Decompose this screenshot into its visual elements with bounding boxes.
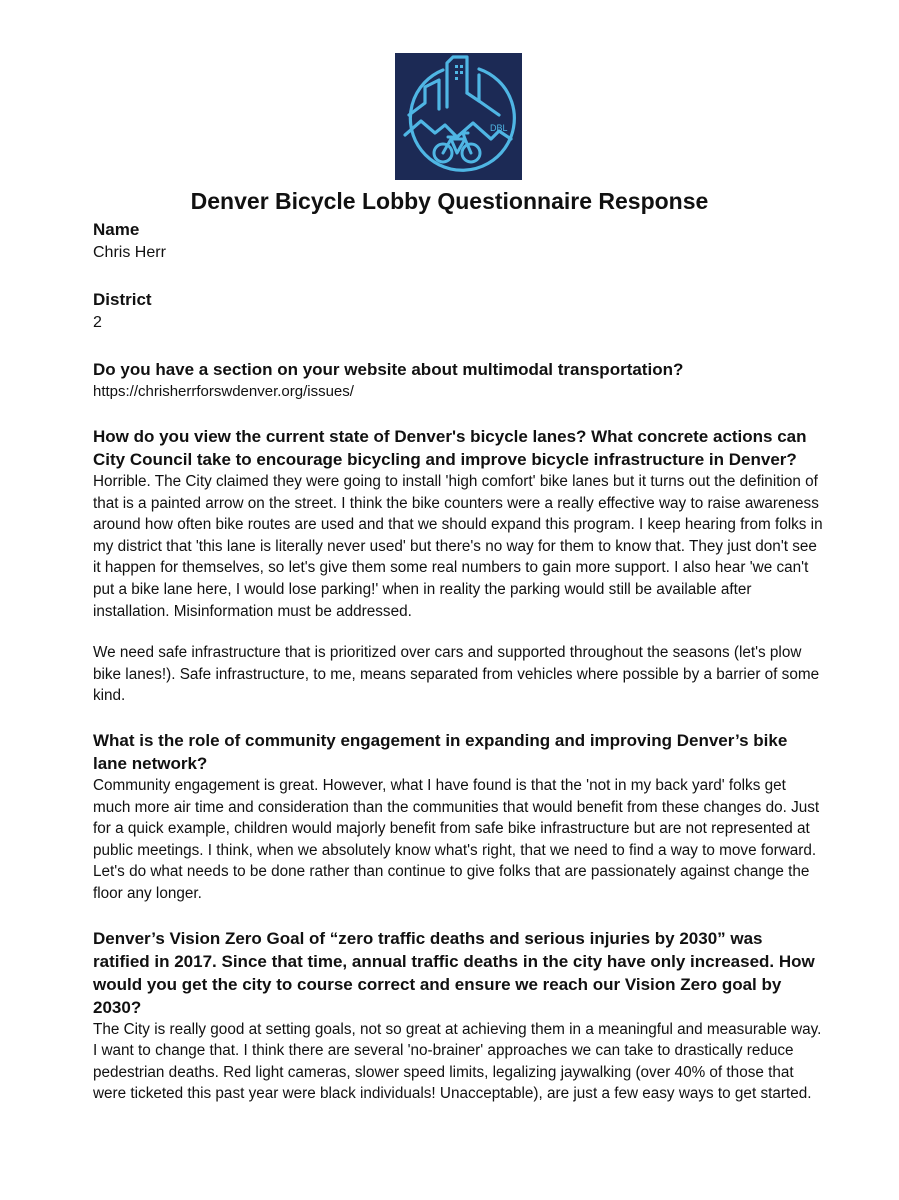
answer-bike-lanes: Horrible. The City claimed they were going to install 'high comfort' bike lanes but it turns out the definition of that is a painted arrow on the street. I think the bike counters were a really effective way to raise awareness around how often bike routes are used and that we should expand this program. I keep hearing from folks in my district that 'this lane is literally never used' but there's no way for them to know that. They just don't see it happen for themselves, so let's give them some real numbers to gain more support. I also hear 'we can't put a bike lane here, I would lose parking!' when in reality the parking would still be available after installation. Misinformation must be addressed. [93,473,823,620]
answer-bike-lanes-continued: We need safe infrastructure that is prioritized over cars and supported throughout the seasons (let's plow bike lanes!). Safe infrastructure, to me, means separated from vehicles where possible by a barrier of some kind. [93,644,820,705]
dbl-logo [395,53,522,180]
answer-community-engagement: Community engagement is great. However, what I have found is that the 'not in my back yard' folks get much more air time and consideration than the communities that would benefit from these changes do. Just for a quick example, children would majorly benefit from safe bike infrastructure but are not represented at public meetings. I think, when we absolutely know what's right, that we need to find a way to move forward. Let's do what needs to be done rather than continue to give folks that are passionately against change the floor any longer. [93,776,820,902]
question-vision-zero: Denver’s Vision Zero Goal of “zero traffic deaths and serious injuries by 2030” was ratified in 2017. Since that time, annual traffic deaths in the city have only increased. How would you get the city to course correct and ensure we reach our Vision Zero goal by 2030? [93,928,815,1017]
name-label: Name [93,220,140,239]
district-label: District [93,290,152,309]
answer-vision-zero: The City is really good at setting goals, not so great at achieving them in a meaningful and measurable way. I want to change that. I think there are several 'no-brainer' approaches we can take to drastically reduce pedestrian deaths. Red light cameras, slower speed limits, legalizing jaywalking (over 40% of those that were ticketed this past year were black individuals! Unacceptable), are just a few easy ways to get started. [93,1020,822,1103]
answer-website-link[interactable]: https://chrisherrforswdenver.org/issues/ [93,383,354,400]
name-value: Chris Herr [93,244,166,261]
question-website: Do you have a section on your website about multimodal transportation? [93,360,684,379]
response-content [93,218,823,1105]
document-title: Denver Bicycle Lobby Questionnaire Response [190,188,709,214]
city-bike-logo-icon [395,53,522,180]
question-bike-lanes: How do you view the current state of Denver's bicycle lanes? What concrete actions can City Council take to encourage bicycling and improve bicycle infrastructure in Denver? [93,427,807,469]
question-community-engagement: What is the role of community engagement in expanding and improving Denver’s bike lane network? [93,730,788,773]
logo-initials: DBL [490,123,508,133]
district-value: 2 [93,314,102,331]
